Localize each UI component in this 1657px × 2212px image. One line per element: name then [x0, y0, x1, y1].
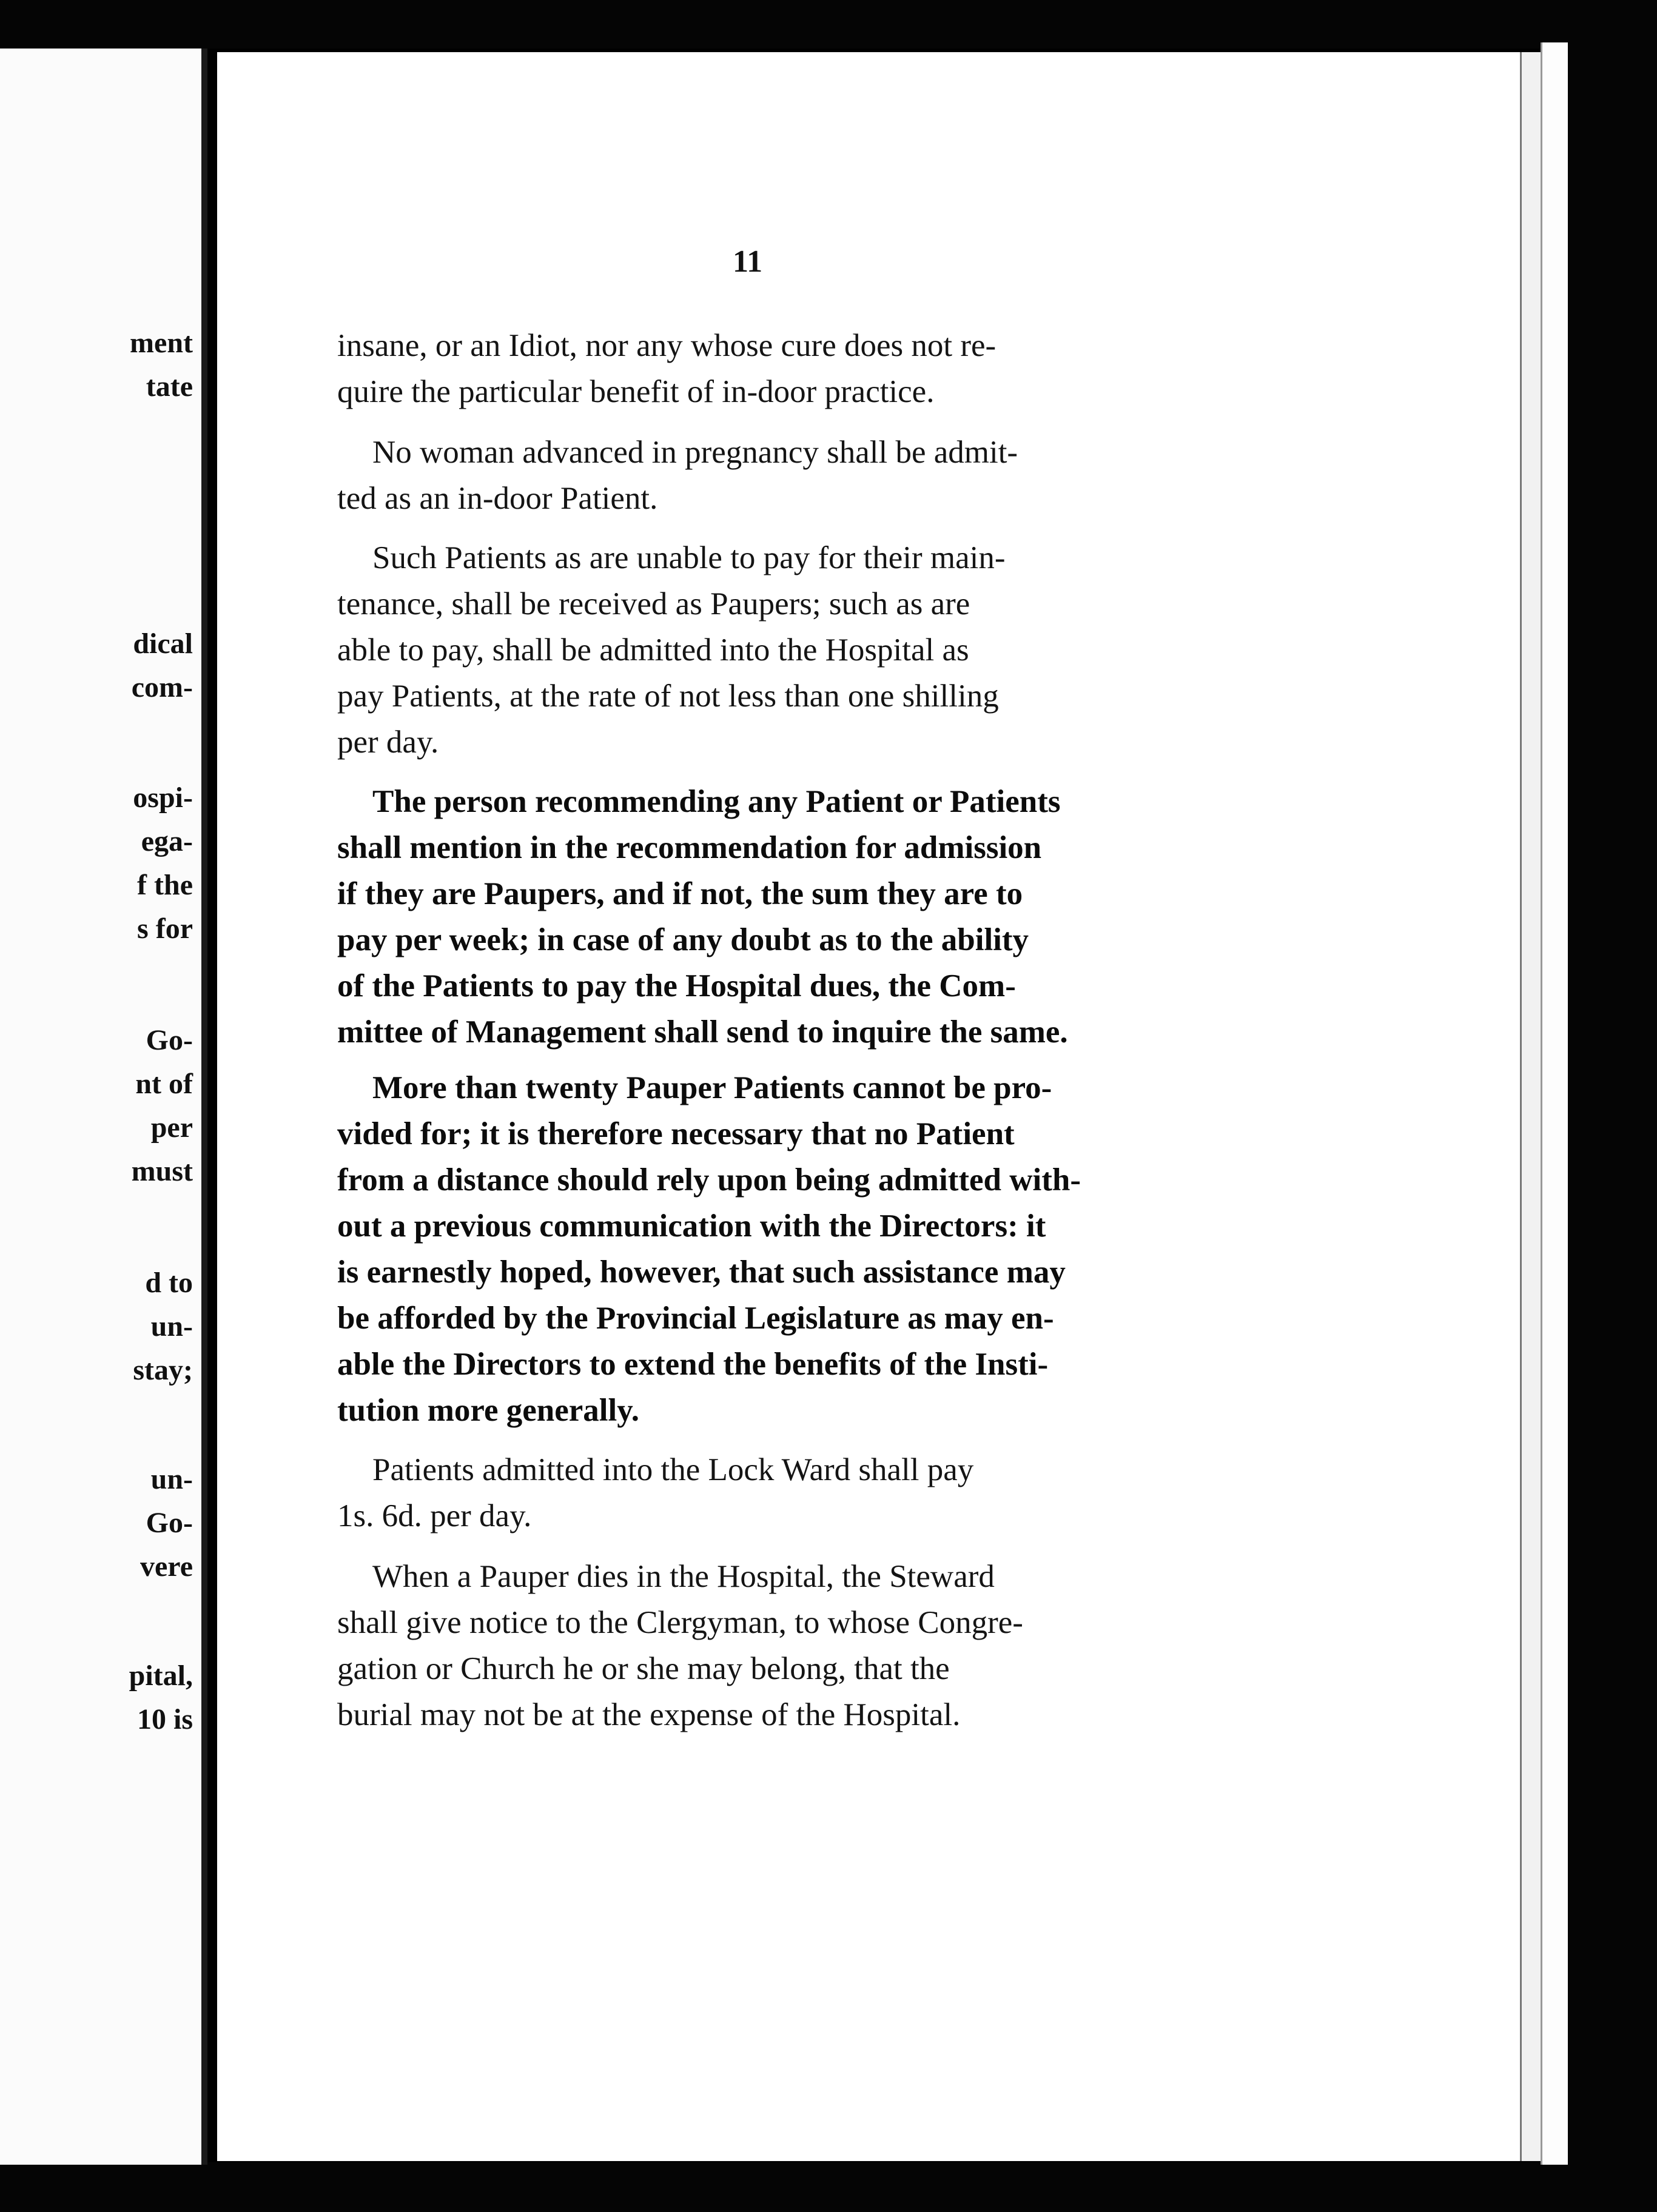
text-line: Such Patients as are unable to pay for their main- — [372, 540, 1006, 575]
facing-page-fragment: nt of — [135, 1068, 193, 1100]
text-line: from a distance should rely upon being admitted with- — [337, 1162, 1081, 1198]
page-edge-outer — [1541, 42, 1568, 2165]
text-line: able to pay, shall be admitted into the Hospital as — [337, 632, 969, 668]
paragraph-paupers — [337, 535, 1184, 765]
text-line: if they are Paupers, and if not, the sum they are to — [337, 876, 1023, 911]
text-line: tution more generally. — [337, 1393, 640, 1428]
paragraph-recommendation — [337, 779, 1184, 1055]
text-line: burial may not be at the expense of the Hospital. — [337, 1697, 961, 1732]
text-line: of the Patients to pay the Hospital dues, the Com- — [337, 968, 1016, 1004]
text-line: shall give notice to the Clergyman, to whose Congre- — [337, 1605, 1023, 1640]
facing-page-fragment: 10 is — [136, 1703, 193, 1735]
facing-page-fragment: stay; — [133, 1354, 193, 1386]
scan-border-top — [0, 0, 1657, 49]
facing-page-fragment: Go- — [146, 1507, 193, 1539]
facing-page-fragment: s for — [137, 913, 193, 945]
text-line: No woman advanced in pregnancy shall be admit- — [372, 435, 1018, 470]
text-line: insane, or an Idiot, nor any whose cure does not re- — [337, 328, 997, 363]
text-line: Patients admitted into the Lock Ward shall pay — [372, 1452, 974, 1487]
facing-page-fragment: com- — [131, 671, 193, 703]
text-line: quire the particular benefit of in-door practice. — [337, 374, 935, 409]
text-line: More than twenty Pauper Patients cannot be pro- — [372, 1070, 1052, 1105]
text-line: pay per week; in case of any doubt as to the ability — [337, 922, 1029, 957]
paragraph-continuation — [337, 323, 1184, 415]
text-line: be afforded by the Provincial Legislature as may en- — [337, 1301, 1054, 1336]
facing-page-fragment: pital, — [129, 1660, 193, 1692]
facing-page-fragment: ega- — [141, 825, 193, 857]
text-line: shall mention in the recommendation for admission — [337, 830, 1042, 865]
scan-border-right — [1566, 0, 1657, 2212]
facing-page-fragment: per — [150, 1111, 193, 1144]
facing-page-fragment: Go- — [146, 1024, 193, 1056]
paragraph-lock-ward — [337, 1447, 1184, 1539]
text-line: mittee of Management shall send to inquire the same. — [337, 1014, 1068, 1050]
facing-page-fragment: ospi- — [133, 782, 193, 814]
text-line: out a previous communication with the Directors: it — [337, 1208, 1046, 1244]
facing-page-left — [0, 49, 207, 2165]
paragraph-pregnancy — [337, 429, 1184, 521]
text-line: When a Pauper dies in the Hospital, the Steward — [372, 1559, 995, 1594]
text-line: tenance, shall be received as Paupers; such as are — [337, 586, 970, 622]
facing-page-fragment: un- — [150, 1310, 193, 1342]
facing-page-fragment: d to — [145, 1267, 193, 1299]
text-line: The person recommending any Patient or Patients — [372, 784, 1061, 819]
text-line: pay Patients, at the rate of not less than one shilling — [337, 679, 999, 714]
paragraph-burial — [337, 1553, 1184, 1738]
text-line: per day. — [337, 725, 439, 760]
paragraph-pauper-patients — [337, 1065, 1184, 1433]
text-line: able the Directors to extend the benefits of the Insti- — [337, 1347, 1049, 1382]
facing-page-fragment: un- — [150, 1463, 193, 1495]
text-line: vided for; it is therefore necessary that no Patient — [337, 1116, 1015, 1151]
facing-page-fragment: tate — [146, 370, 193, 403]
text-line: 1s. 6d. per day. — [337, 1498, 532, 1533]
page-number: 11 — [733, 244, 763, 279]
facing-page-fragment: ment — [130, 327, 193, 359]
facing-page-fragment: must — [131, 1155, 193, 1187]
facing-page-fragment: dical — [133, 628, 193, 660]
text-line: gation or Church he or she may belong, that the — [337, 1651, 950, 1686]
facing-page-fragment: vere — [139, 1550, 193, 1583]
text-line: ted as an in-door Patient. — [337, 481, 658, 516]
page-gutter — [201, 49, 207, 2165]
text-line: is earnestly hoped, however, that such assistance may — [337, 1255, 1066, 1290]
facing-page-fragment: f the — [137, 869, 193, 901]
scan-border-bottom — [0, 2162, 1657, 2212]
